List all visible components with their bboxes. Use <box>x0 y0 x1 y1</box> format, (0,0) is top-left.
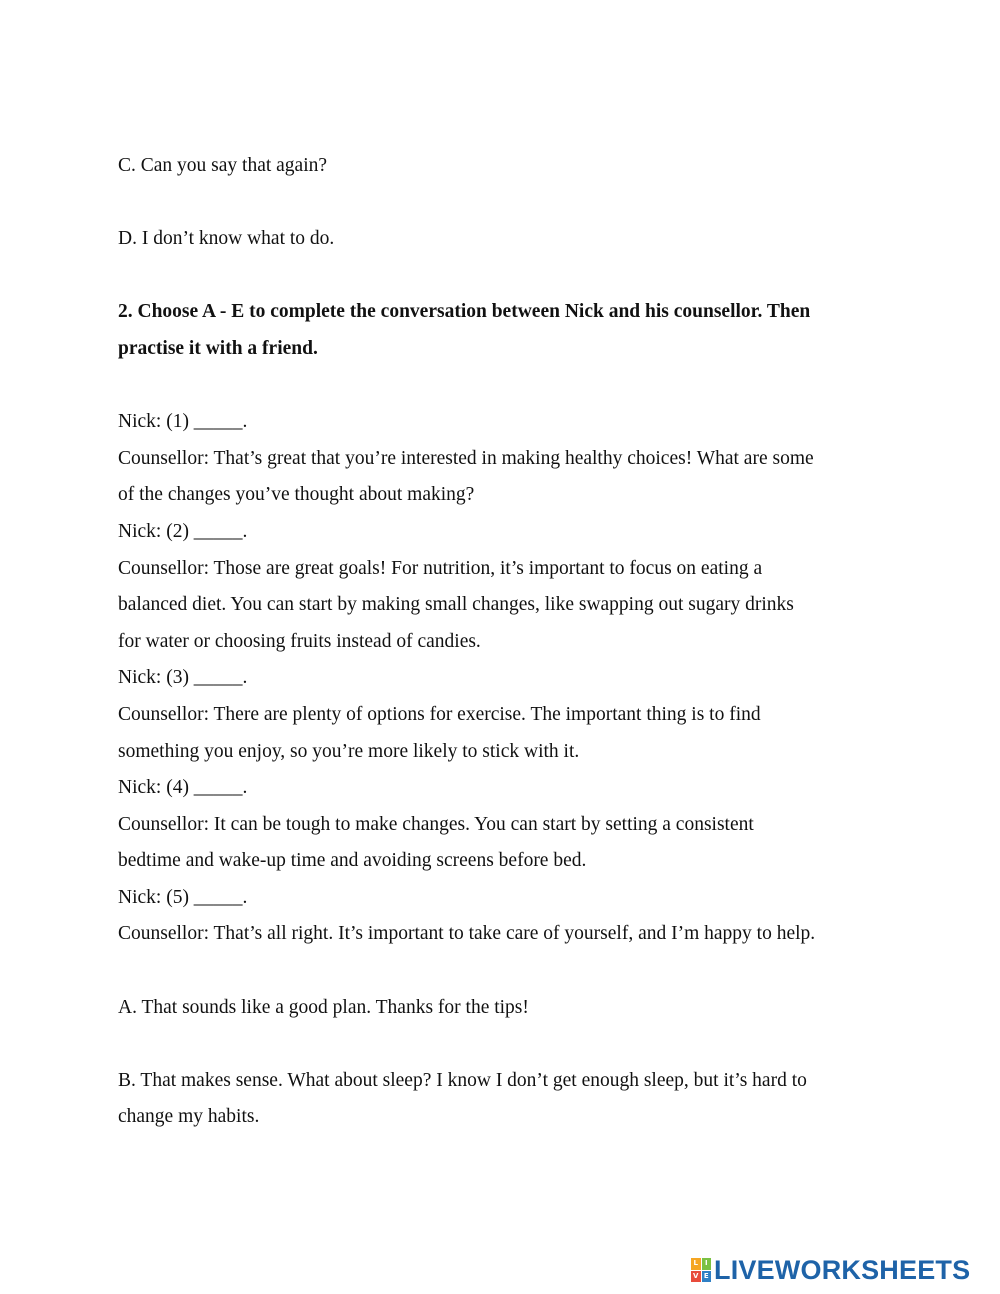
answer-option-a: A. That sounds like a good plan. Thanks for the tips! <box>118 996 529 1018</box>
dialogue-line-counsellor-1a: Counsellor: That’s great that you’re interested in making healthy choices! What are some <box>118 447 814 469</box>
spacer <box>118 258 882 295</box>
conversation-dialogue <box>118 404 882 953</box>
dialogue-line-nick-1: Nick: (1) _____. <box>118 411 248 433</box>
dialogue-line-counsellor-2c: for water or choosing fruits instead of candies. <box>118 630 481 652</box>
dialogue-line-counsellor-5: Counsellor: That’s all right. It’s important to take care of yourself, and I’m happy to help. <box>118 923 816 945</box>
answer-option-c: C. Can you say that again? <box>118 155 328 176</box>
instruction-line-1: 2. Choose A - E to complete the conversation between Nick and his counsellor. Then <box>118 301 811 323</box>
liveworksheets-logo <box>691 1254 970 1286</box>
dialogue-line-counsellor-3b: something you enjoy, so you’re more likely to stick with it. <box>118 740 580 762</box>
worksheet-page <box>118 148 882 1136</box>
dialogue-line-counsellor-2b: balanced diet. You can start by making small changes, like swapping out sugary drinks <box>118 594 794 616</box>
spacer <box>118 953 882 990</box>
answer-option-d: D. I don’t know what to do. <box>118 228 335 250</box>
logo-mark-tile: E <box>702 1271 712 1283</box>
dialogue-line-counsellor-3a: Counsellor: There are plenty of options for exercise. The important thing is to find <box>118 703 761 725</box>
dialogue-line-counsellor-4b: bedtime and wake-up time and avoiding screens before bed. <box>118 850 587 872</box>
logo-text: LIVEWORKSHEETS <box>714 1255 971 1285</box>
exercise-instruction <box>118 294 882 367</box>
dialogue-line-nick-5: Nick: (5) _____. <box>118 886 248 908</box>
dialogue-line-counsellor-4a: Counsellor: It can be tough to make changes. You can start by setting a consistent <box>118 813 754 835</box>
dialogue-line-counsellor-1b: of the changes you’ve thought about making? <box>118 484 475 506</box>
dialogue-line-nick-4: Nick: (4) _____. <box>118 777 248 799</box>
answer-option-b <box>118 1063 882 1136</box>
dialogue-line-counsellor-2a: Counsellor: Those are great goals! For nutrition, it’s important to focus on eating a <box>118 557 763 579</box>
answer-option-b-line-2: change my habits. <box>118 1106 260 1128</box>
dialogue-line-nick-2: Nick: (2) _____. <box>118 520 248 542</box>
answer-option-b-line-1: B. That makes sense. What about sleep? I know I don’t get enough sleep, but it’s hard to <box>118 1069 807 1091</box>
logo-mark-tile: L <box>691 1258 701 1270</box>
logo-mark-tile: I <box>702 1258 712 1270</box>
logo-mark-tile: V <box>691 1271 701 1283</box>
dialogue-line-nick-3: Nick: (3) _____. <box>118 667 248 689</box>
spacer <box>118 1026 882 1063</box>
spacer <box>118 368 882 405</box>
spacer <box>118 185 882 222</box>
instruction-line-2: practise it with a friend. <box>118 337 318 359</box>
logo-mark-icon <box>691 1258 711 1282</box>
